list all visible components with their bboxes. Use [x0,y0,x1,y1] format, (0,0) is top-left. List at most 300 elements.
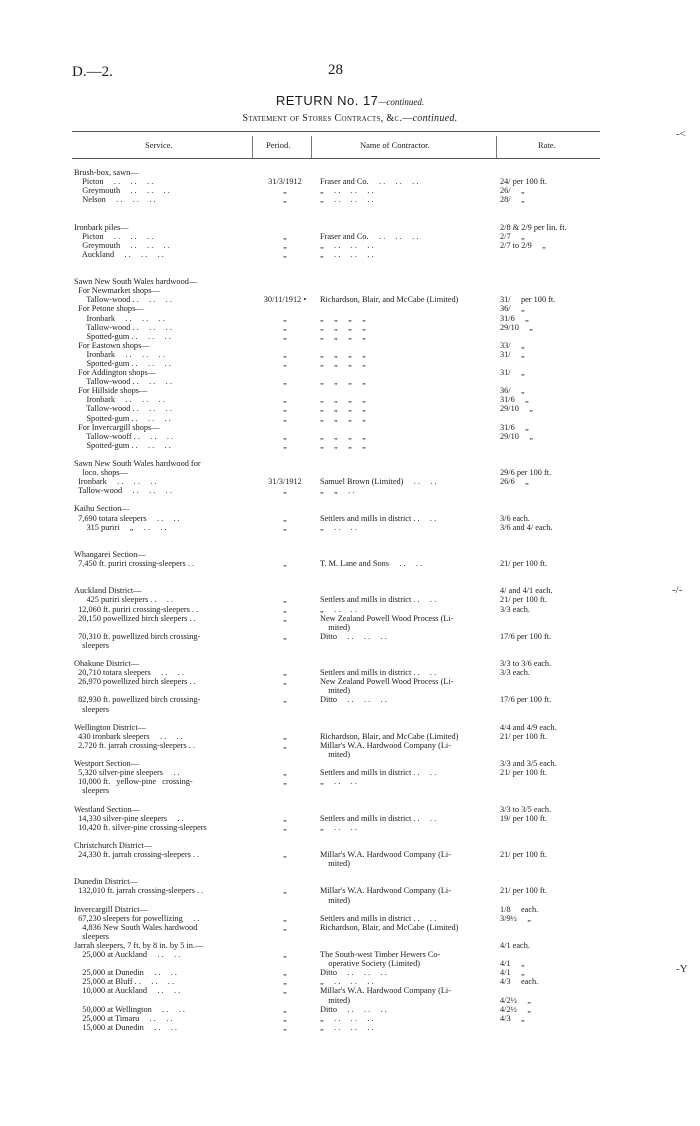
table-row [74,759,600,768]
cell-period [254,996,316,1005]
cell-rate [496,486,600,495]
cell-period: 30/11/1912 • [263,295,307,305]
contracts-table [74,168,600,1032]
table-row [74,950,600,959]
cell-contractor [316,586,496,595]
cell-rate: 29/6 per 100 ft. [500,468,552,478]
cell-rate: 2/7 „ [500,231,525,241]
cell-rate: 3/3 and 3/5 each. [500,759,557,769]
cell-contractor [316,705,496,714]
table-row [74,541,600,550]
cell-service: 20,710 totara sleepers . . . . [74,668,184,678]
table-row [74,914,600,923]
cell-period [254,286,316,295]
cell-service [74,996,254,1005]
cell-service: 67,230 sleepers for powellizing . . [74,913,200,923]
cell-contractor: Fraser and Co. . . . . . . [320,231,419,241]
cell-period: 31/3/1912 [268,477,302,487]
cell-rate [496,204,600,213]
cell-contractor: The South-west Timber Hewers Co- [320,950,441,960]
cell-period [254,650,316,659]
cell-period: „ [283,695,287,705]
cell-rate: 3/3 to 3/6 each. [500,659,552,669]
cell-service: Wellington District— [74,722,146,732]
table-row [74,714,600,723]
cell-rate [496,459,600,468]
cell-contractor: „ „ „ „ [320,440,366,450]
cell-period: „ [283,613,287,623]
cell-service: For Addington shops— [74,368,157,378]
table-top-rule [72,131,600,132]
cell-service [74,859,254,868]
column-divider [252,136,253,158]
cell-rate: 4/3 each. [500,977,539,987]
cell-period: „ [283,486,287,496]
cell-rate [496,896,600,905]
table-row [74,632,600,641]
cell-service: 12,060 ft. puriri crossing-sleepers . . [74,604,199,614]
table-row [74,186,600,195]
cell-rate [496,359,600,368]
cell-contractor: „ „ „ „ [320,404,366,414]
table-row [74,977,600,986]
cell-period [254,341,316,350]
cell-service: Greymouth . . . . . . [74,240,170,250]
cell-period [254,504,316,513]
cell-contractor [316,204,496,213]
cell-service: Tallow-wood . . . . . . [74,322,172,332]
cell-service [74,204,254,213]
cell-service: Westland Section— [74,804,140,814]
cell-period [254,959,316,968]
table-row [74,850,600,859]
cell-period: „ [283,777,287,787]
table-row [74,404,600,413]
cell-service: 10,420 ft. silver-pine crossing-sleepers [74,822,207,832]
cell-contractor: „ . . . . . . [320,186,374,196]
table-row [74,268,600,277]
table-row [74,586,600,595]
cell-rate: 29/10 „ [500,404,533,414]
cell-period: „ [283,913,287,923]
cell-contractor [316,168,496,177]
table-row [74,1005,600,1014]
cell-period: „ [283,631,287,641]
table-row [74,750,600,759]
table-row [74,832,600,841]
cell-contractor: „ . . . . . . [320,195,374,205]
cell-rate [496,677,600,686]
cell-service: sleepers [74,704,110,714]
cell-contractor: Millar's W.A. Hardwood Company (Li- [320,986,452,996]
cell-service: Tallow-wood . . . . . . [74,486,172,496]
cell-service [74,259,254,268]
document-reference: D.—2. [72,64,113,80]
cell-rate: 21/ per 100 ft. [500,768,548,778]
cell-period [254,759,316,768]
table-row [74,386,600,395]
cell-service: Whangarei Section— [74,549,146,559]
cell-service: Sawn New South Wales hardwood— [74,277,198,287]
cell-rate [496,268,600,277]
table-row [74,523,600,532]
cell-period [254,786,316,795]
cell-service: 430 ironbark sleepers . . . . [74,731,183,741]
cell-period [254,541,316,550]
table-row [74,805,600,814]
cell-rate [496,541,600,550]
cell-period: „ [283,349,287,359]
cell-period [254,896,316,905]
cell-period [254,841,316,850]
cell-period: „ [283,740,287,750]
table-row [74,341,600,350]
cell-period [254,868,316,877]
table-row [74,504,600,513]
cell-contractor: „ . . . . . . [320,1013,374,1023]
cell-period [254,750,316,759]
cell-rate [496,286,600,295]
cell-contractor [316,714,496,723]
table-row [74,605,600,614]
cell-service: loco. shops— [74,468,128,478]
cell-period [254,213,316,222]
cell-service: 24,330 ft. jarrah crossing-sleepers . . [74,850,200,860]
cell-rate: 4/ and 4/1 each. [500,586,553,596]
cell-service: 425 puriri sleepers . . . . [74,595,174,605]
cell-rate [496,277,600,286]
table-row [74,668,600,677]
table-row [74,623,600,632]
cell-rate [496,832,600,841]
cell-service [74,868,254,877]
cell-rate [496,450,600,459]
cell-contractor: „ . . . . [320,822,357,832]
cell-contractor: Settlers and mills in district . . . . [320,513,437,523]
cell-service: Ironbark . . . . . . [74,349,165,359]
cell-period: „ [283,404,287,414]
cell-service: Auckland . . . . . . [74,249,164,259]
table-row [74,304,600,313]
table-row [74,959,600,968]
cell-contractor [316,877,496,886]
cell-period: „ [283,1013,287,1023]
cell-period [254,877,316,886]
cell-contractor: Settlers and mills in district . . . . [320,913,437,923]
table-row [74,923,600,932]
table-row [74,168,600,177]
table-row [74,877,600,886]
cell-period [254,495,316,504]
cell-contractor [316,459,496,468]
table-row [74,677,600,686]
cell-service: Nelson . . . . . . [74,195,156,205]
cell-rate [496,332,600,341]
cell-rate: 31/ „ [500,368,525,378]
column-header-period: Period. [266,140,291,150]
cell-period [254,468,316,477]
table-row [74,577,600,586]
cell-service [74,896,254,905]
table-row [74,495,600,504]
cell-period: „ [283,313,287,323]
table-row [74,777,600,786]
table-row [74,595,600,604]
cell-contractor: Millar's W.A. Hardwood Company (Li- [320,740,452,750]
cell-service: Tallow-wooff . . . . . . [74,431,174,441]
cell-period [254,795,316,804]
cell-rate [496,414,600,423]
cell-service: 132,010 ft. jarrah crossing-sleepers . . [74,886,204,896]
table-row [74,232,600,241]
cell-rate: 24/ per 100 ft. [500,177,548,187]
cell-rate: 1/8 each. [500,904,539,914]
cell-rate: 3/9½ „ [500,913,531,923]
cell-contractor: operative Society (Limited) [320,959,420,969]
cell-contractor: „ . . . . [320,522,357,532]
table-row [74,332,600,341]
table-row [74,1014,600,1023]
cell-contractor [316,532,496,541]
table-row [74,177,600,186]
table-row [74,213,600,222]
page-subtitle [0,113,700,124]
cell-rate: 3/6 and 4/ each. [500,522,553,532]
cell-period: „ [283,822,287,832]
table-row [74,795,600,804]
cell-contractor: „ „ „ „ [320,331,366,341]
cell-contractor: Ditto . . . . . . [320,1004,387,1014]
cell-rate: 2/8 & 2/9 per lin. ft. [500,222,567,232]
cell-period: 31/3/1912 [268,177,302,187]
cell-service: 7,690 totara sleepers . . . . [74,513,180,523]
cell-service: Auckland District— [74,586,142,596]
table-row [74,741,600,750]
cell-rate: 21/ per 100 ft. [500,595,548,605]
cell-rate [496,168,600,177]
cell-period: „ [283,922,287,932]
table-row [74,786,600,795]
title-text: RETURN No. 17 [275,93,379,108]
cell-contractor: Settlers and mills in district . . . . [320,595,437,605]
table-row [74,532,600,541]
cell-contractor: Ditto . . . . . . [320,968,387,978]
cell-rate: 17/6 per 100 ft. [500,695,552,705]
cell-rate: 3/6 each. [500,513,530,523]
table-row [74,368,600,377]
cell-rate [496,841,600,850]
cell-contractor: mited) [320,686,350,696]
table-row [74,359,600,368]
cell-contractor: „ . . . . . . [320,977,374,987]
cell-contractor: „ „ „ „ [320,349,366,359]
cell-service: Spotted-gum . . . . . . [74,413,171,423]
cell-contractor: „ „ „ „ [320,395,366,405]
cell-period [254,659,316,668]
cell-rate: 4/1 each. [500,940,530,950]
cell-period [254,550,316,559]
cell-contractor [316,723,496,732]
table-row [74,886,600,895]
cell-service: Sawn New South Wales hardwood for [74,459,201,468]
cell-rate [496,750,600,759]
cell-rate: 4/4 and 4/9 each. [500,722,557,732]
cell-contractor: „ . . . . . . [320,1022,374,1032]
cell-service: 10,000 ft. yellow-pine crossing- [74,777,193,787]
cell-contractor [316,286,496,295]
cell-period [254,168,316,177]
cell-contractor [316,386,496,395]
cell-period: „ [283,1004,287,1014]
cell-contractor: New Zealand Powell Wood Process (Li- [320,677,454,687]
cell-period: „ [283,331,287,341]
table-row [74,695,600,704]
cell-service: Ironbark . . . . . . [74,313,165,323]
table-row [74,323,600,332]
table-row [74,241,600,250]
cell-rate: 31/ „ [500,349,525,359]
cell-contractor: Ditto . . . . . . [320,695,387,705]
cell-rate [496,377,600,386]
table-row [74,286,600,295]
cell-contractor: Richardson, Blair, and McCabe (Limited) [320,295,459,305]
cell-contractor: Ditto . . . . . . [320,631,387,641]
subtitle-continued: continued. [412,113,458,124]
table-row [74,250,600,259]
cell-rate [496,741,600,750]
cell-rate [496,213,600,222]
margin-mark: -< [676,128,686,140]
cell-rate: 4/1 „ [500,968,525,978]
table-row [74,195,600,204]
cell-service: Picton . . . . . . [74,231,154,241]
table-row [74,395,600,404]
cell-service: 82,930 ft. powellized birch crossing- [74,695,201,705]
cell-rate [496,504,600,513]
cell-period [254,568,316,577]
margin-mark: -/- [672,584,683,596]
margin-mark: -Y [676,963,688,975]
cell-rate: 31/6 „ [500,313,529,323]
table-row [74,941,600,950]
cell-rate: 4/2½ „ [500,995,531,1005]
column-divider [496,136,497,158]
cell-rate [496,614,600,623]
cell-contractor [316,786,496,795]
cell-period: „ [283,195,287,205]
cell-contractor [316,213,496,222]
cell-service [74,959,254,968]
cell-rate: 4/3 „ [500,1013,525,1023]
table-row [74,996,600,1005]
cell-rate [496,568,600,577]
cell-rate: 3/3 each. [500,668,530,678]
cell-rate [496,877,600,886]
cell-period: „ [283,768,287,778]
table-row [74,650,600,659]
column-header-service: Service. [145,140,173,150]
table-row [74,732,600,741]
cell-contractor [316,468,496,477]
table-row [74,559,600,568]
cell-rate: 21/ per 100 ft. [500,559,548,569]
cell-contractor [316,277,496,286]
cell-contractor: Millar's W.A. Hardwood Company (Li- [320,850,452,860]
cell-contractor [316,932,496,941]
cell-rate: 21/ per 100 ft. [500,850,548,860]
cell-service: sleepers [74,931,110,941]
table-row [74,432,600,441]
cell-service: Tallow-wood . . . . . . [74,295,172,305]
cell-service: 10,000 at Auckland . . . . [74,986,181,996]
cell-period: „ [283,677,287,687]
cell-service: Ironbark piles— [74,222,129,232]
table-row [74,659,600,668]
cell-service [74,268,254,277]
cell-service: 25,000 at Bluff . . . . . . [74,977,175,987]
cell-service: Kaihu Section— [74,504,130,514]
cell-rate: 3/3 to 3/5 each. [500,804,552,814]
table-row [74,568,600,577]
cell-period: „ [283,186,287,196]
cell-rate [496,250,600,259]
column-divider [311,136,312,158]
cell-contractor [316,304,496,313]
cell-contractor [316,550,496,559]
table-row [74,450,600,459]
cell-period [254,623,316,632]
cell-period [254,577,316,586]
cell-period: „ [283,322,287,332]
cell-contractor [316,941,496,950]
cell-contractor [316,650,496,659]
cell-period [254,368,316,377]
cell-contractor: „ „ „ „ [320,313,366,323]
cell-service: Picton . . . . . . [74,177,154,187]
table-row [74,314,600,323]
table-row [74,723,600,732]
cell-period: „ [283,231,287,241]
title-continued: —continued. [378,97,425,107]
cell-contractor [316,759,496,768]
cell-period: „ [283,513,287,523]
cell-period [254,268,316,277]
cell-rate [496,641,600,650]
cell-period [254,705,316,714]
cell-rate: 31/6 „ [500,422,529,432]
table-row [74,204,600,213]
cell-service: 50,000 at Wellington . . . . [74,1004,185,1014]
table-row [74,823,600,832]
cell-contractor: „ „ „ „ [320,358,366,368]
cell-contractor: Richardson, Blair, and McCabe (Limited) [320,922,459,932]
table-row [74,641,600,650]
cell-service [74,832,254,841]
cell-service: 26,970 powellized birch sleepers . . [74,677,196,687]
table-row [74,468,600,477]
cell-period: „ [283,440,287,450]
cell-rate: 21/ per 100 ft. [500,886,548,896]
table-row [74,550,600,559]
table-row [74,459,600,468]
cell-period: „ [283,986,287,996]
table-row [74,441,600,450]
table-row [74,768,600,777]
cell-contractor: New Zealand Powell Wood Process (Li- [320,613,454,623]
cell-rate [496,259,600,268]
cell-period: „ [283,604,287,614]
cell-service: For Petone shops— [74,304,144,314]
